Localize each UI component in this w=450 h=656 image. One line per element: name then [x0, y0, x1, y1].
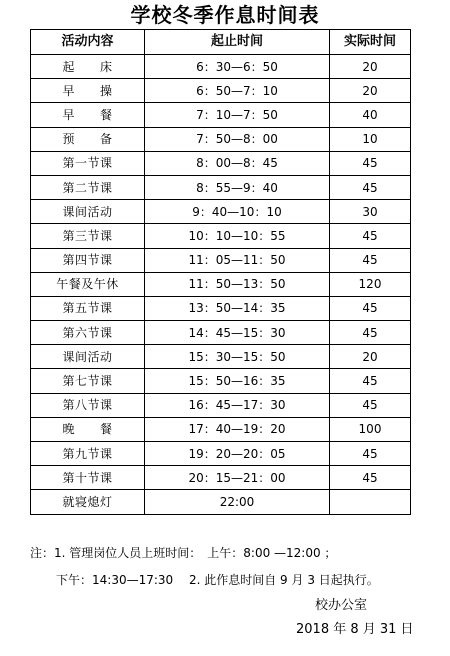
table-row [31, 79, 411, 103]
table-row [31, 248, 411, 272]
activity-cell: 起 床 [31, 55, 145, 79]
time-range-cell: 15：30—15：50 [145, 345, 330, 369]
note-line-2: 下午：14:30—17:30 2. 此作息时间自 9 月 3 日起执行。 [56, 573, 379, 587]
activity-cell: 第一节课 [31, 151, 145, 175]
time-range-cell: 8：00—8：45 [145, 151, 330, 175]
issuing-office: 校办公室 [315, 598, 368, 613]
table-row [31, 442, 411, 466]
table-row [31, 55, 411, 79]
activity-cell: 预 备 [31, 127, 145, 151]
time-range-cell: 8：55—9：40 [145, 175, 330, 199]
header-duration: 实际时间 [330, 30, 411, 55]
duration-cell: 45 [330, 296, 411, 320]
time-range-cell: 10：10—10：55 [145, 224, 330, 248]
table-row [31, 321, 411, 345]
header-time-range: 起止时间 [145, 30, 330, 55]
duration-cell: 10 [330, 127, 411, 151]
duration-cell: 100 [330, 417, 411, 441]
duration-cell [330, 490, 411, 514]
table-row [31, 466, 411, 490]
table-row [31, 200, 411, 224]
table-row [31, 224, 411, 248]
duration-cell: 45 [330, 393, 411, 417]
table-row [31, 175, 411, 199]
activity-cell: 课间活动 [31, 200, 145, 224]
table-row [31, 369, 411, 393]
activity-cell: 第五节课 [31, 296, 145, 320]
duration-cell: 45 [330, 466, 411, 490]
activity-cell: 就寝熄灯 [31, 490, 145, 514]
duration-cell: 20 [330, 55, 411, 79]
activity-cell: 午餐及午休 [31, 272, 145, 296]
activity-cell: 早 操 [31, 79, 145, 103]
duration-cell: 45 [330, 248, 411, 272]
activity-cell: 第二节课 [31, 175, 145, 199]
duration-cell: 120 [330, 272, 411, 296]
time-range-cell: 13：50—14：35 [145, 296, 330, 320]
duration-cell: 45 [330, 321, 411, 345]
schedule-table [30, 29, 411, 515]
table-row [31, 417, 411, 441]
duration-cell: 45 [330, 369, 411, 393]
page-title: 学校冬季作息时间表 [130, 3, 320, 27]
table-row [31, 296, 411, 320]
time-range-cell: 14：45—15：30 [145, 321, 330, 345]
activity-cell: 课间活动 [31, 345, 145, 369]
table-row [31, 345, 411, 369]
duration-cell: 45 [330, 151, 411, 175]
table-row [31, 103, 411, 127]
time-range-cell: 9：40—10：10 [145, 200, 330, 224]
activity-cell: 第四节课 [31, 248, 145, 272]
time-range-cell: 16：45—17：30 [145, 393, 330, 417]
table-row [31, 272, 411, 296]
duration-cell: 45 [330, 175, 411, 199]
issue-date: 2018 年 8 月 31 日 [296, 622, 414, 637]
activity-cell: 晚 餐 [31, 417, 145, 441]
time-range-cell: 11：50—13：50 [145, 272, 330, 296]
activity-cell: 第六节课 [31, 321, 145, 345]
activity-cell: 第七节课 [31, 369, 145, 393]
time-range-cell: 19：20—20：05 [145, 442, 330, 466]
time-range-cell: 11：05—11：50 [145, 248, 330, 272]
duration-cell: 20 [330, 79, 411, 103]
time-range-cell: 20：15—21：00 [145, 466, 330, 490]
time-range-cell: 7：10—7：50 [145, 103, 330, 127]
table-header-row [31, 30, 411, 55]
activity-cell: 早 餐 [31, 103, 145, 127]
activity-cell: 第九节课 [31, 442, 145, 466]
time-range-cell: 7：50—8：00 [145, 127, 330, 151]
time-range-cell: 6：50—7：10 [145, 79, 330, 103]
duration-cell: 30 [330, 200, 411, 224]
table-row [31, 490, 411, 514]
table-row [31, 151, 411, 175]
time-range-cell: 22:00 [145, 490, 330, 514]
activity-cell: 第八节课 [31, 393, 145, 417]
duration-cell: 40 [330, 103, 411, 127]
duration-cell: 45 [330, 442, 411, 466]
activity-cell: 第三节课 [31, 224, 145, 248]
time-range-cell: 17：40—19：20 [145, 417, 330, 441]
table-row [31, 127, 411, 151]
duration-cell: 45 [330, 224, 411, 248]
table-row [31, 393, 411, 417]
time-range-cell: 6：30—6：50 [145, 55, 330, 79]
note-line-1: 注：1. 管理岗位人员上班时间： 上午：8:00 —12:00 ； [30, 546, 337, 560]
duration-cell: 20 [330, 345, 411, 369]
activity-cell: 第十节课 [31, 466, 145, 490]
header-activity: 活动内容 [31, 30, 145, 55]
time-range-cell: 15：50—16：35 [145, 369, 330, 393]
